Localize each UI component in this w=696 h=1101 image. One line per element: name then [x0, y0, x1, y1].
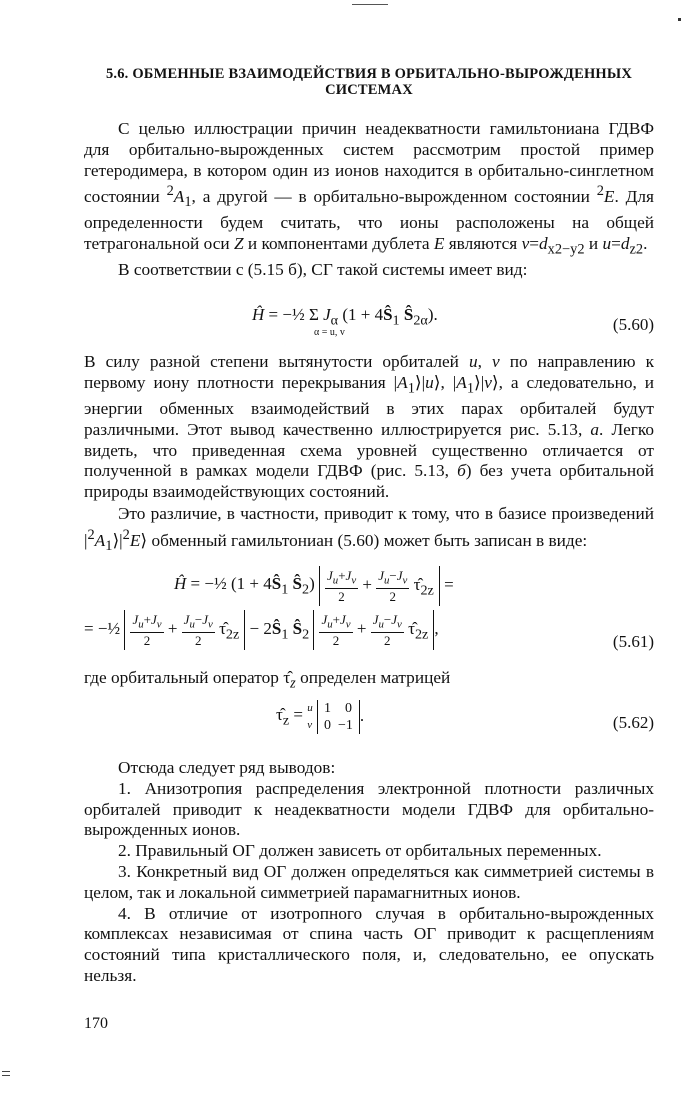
conclusion-3: 3. Конкретный вид ОГ должен определяться как симметрией системы в целом, так и локальной симметрией парамагнитных ионов.	[84, 861, 654, 902]
paragraph-1: С целью иллюстрации причин неадекватности гамильтониана ГДВФ для орбитально-вырожденных систем рассмотрим простой пример гетеродимера, в котором один из ионов находится в орбитально-синглетном состоянии $^2A_1$, а другой — в орбитально-вырожденном состоянии $^2$E. Для определенности будем считать, что ионы расположены на общей тетрагональной оси Z и компонентами дублета E являются $v=d_{x2-y2}$ и $u=d_{z2}$. В соответствии с (5.15 б), СГ такой системы имеет вид:	[84, 119, 654, 280]
conclusions	[84, 758, 654, 987]
eq562-number: (5.62)	[612, 713, 654, 732]
equation-5-60: Ĥ = −½ Σ $J_\alpha$ ($1 + 4Ŝ_1$ $Ŝ_{2\alpha}$). α = u, v	[252, 305, 438, 339]
conclusions-intro: Отсюда следует ряд выводов:	[118, 758, 336, 777]
conclusion-4: 4. В отличие от изотропного случая в орбитально-вырожденных комплексах независимая от спина часть ОГ приводит к расщеплениям состояний типа кристаллического поля, и, следовательно, ее опускать нельзя.	[84, 903, 654, 985]
paragraph-3: В силу разной степени вытянутости орбиталей u, v по направлению к первому иону плотности перекрывания $|A_1⟩|u⟩$, $|A_1⟩|v⟩$, а следовательно, и энергии обменных взаимодействий в этих парах орбиталей будут различными. Этот вывод качественно иллюстрируется рис. 5.13, а. Легко видеть, что приведенная схема уровней существенно отличается от полученной в рамках модели ГДВФ (рис. 5.13, б) без учета орбитальной природы взаимодействующих состояний. Это различие, в частности, приводит к тому, что в базисе произведений $|^2A_1⟩|^2E⟩$ обменный гамильтониан (5.60) может быть записан в виде:	[84, 352, 655, 555]
corner-mark	[678, 18, 681, 21]
top-rule	[352, 4, 388, 5]
conclusion-1: 1. Анизотропия распределения электронной плотности различных орбиталей приводит к неадекватности модели ГДВФ для орбитально-вырожденных ионов.	[84, 778, 654, 840]
eq560-sub: α = u, v	[314, 327, 345, 339]
section-heading: 5.6. ОБМЕННЫЕ ВЗАИМОДЕЙСТВИЯ В ОРБИТАЛЬНО-ВЫРОЖДЕННЫХ СИСТЕМАХ	[105, 66, 633, 98]
equation-5-61-line2: = −½ $\frac{J_u+J_v}{2}$ + $\frac{J_u-J_v}{2}$ $\taû_{2z}$ − $2Ŝ_1$ $Ŝ_2$ $\frac{J_u+J_v}{2}$ + $\frac{J_u-J_v}{2}$ $\taû_{2z}$ ,	[84, 611, 439, 649]
eq560-number: (5.60)	[612, 315, 654, 334]
paragraph-5: где орбитальный оператор $\taû_z$ определен матрицей	[84, 668, 451, 692]
footer-mark	[2, 1075, 10, 1076]
paragraph-2: В соответствии с (5.15 б), СГ такой системы имеет вид:	[118, 260, 528, 280]
equation-5-61-line1: Ĥ = −½ ($1 + 4Ŝ_1$ $Ŝ_2$) $\frac{J_u+J_v}{2}$ + $\frac{J_u-J_v}{2}$ $\taû_{2z}$ =	[174, 567, 454, 605]
footer-mark	[2, 1071, 10, 1072]
equation-5-62: $\taû_z = u$ v 1 0 0 −1.	[276, 701, 365, 733]
conclusion-2: 2. Правильный ОГ должен зависеть от орбитальных переменных.	[118, 841, 602, 861]
page-number: 170	[84, 1015, 108, 1032]
eq561-number: (5.61)	[612, 632, 654, 651]
